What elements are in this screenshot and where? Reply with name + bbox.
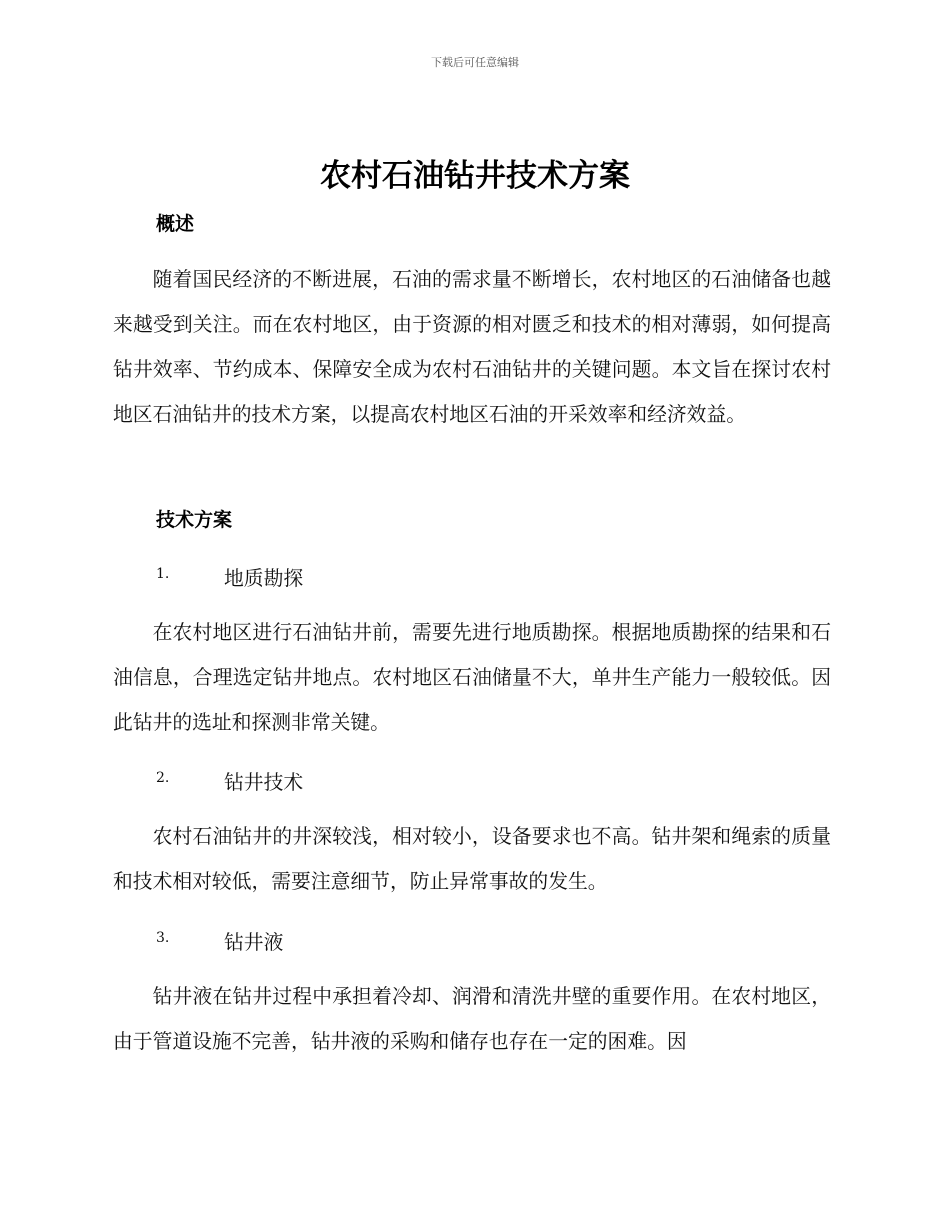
list-item-title: 钻井液 — [224, 931, 284, 954]
list-item-paragraph: 钻井液在钻井过程中承担着冷却、润滑和清洗井壁的重要作用。在农村地区，由于管道设施不完善，钻井液的采购和储存也存在一定的困难。因 — [113, 985, 831, 1053]
header-note: 下载后可任意编辑 — [431, 56, 519, 69]
section-heading-overview: 概述 — [156, 213, 195, 235]
list-item-number: 3. — [156, 930, 170, 946]
section-heading-technical-plan: 技术方案 — [156, 509, 233, 531]
list-item-number: 1. — [156, 566, 170, 582]
list-item-paragraph: 农村石油钻井的井深较浅，相对较小，设备要求也不高。钻井架和绳索的质量和技术相对较低，需要注意细节，防止异常事故的发生。 — [113, 825, 831, 893]
list-item-paragraph: 在农村地区进行石油钻井前，需要先进行地质勘探。根据地质勘探的结果和石油信息，合理选定钻井地点。农村地区石油储量不大，单井生产能力一般较低。因此钻井的选址和探测非常关键。 — [113, 621, 831, 734]
document-title: 农村石油钻井技术方案 — [320, 158, 630, 194]
list-item-title: 地质勘探 — [224, 567, 304, 590]
overview-paragraph: 随着国民经济的不断进展，石油的需求量不断增长，农村地区的石油储备也越来越受到关注。而在农村地区，由于资源的相对匮乏和技术的相对薄弱，如何提高钻井效率、节约成本、保障安全成为农村石油钻井的关键问题。本文旨在探讨农村地区石油钻井的技术方案，以提高农村地区石油的开采效率和经济效益。 — [113, 268, 831, 426]
list-item-title: 钻井技术 — [224, 771, 304, 794]
list-item-number: 2. — [156, 770, 170, 786]
